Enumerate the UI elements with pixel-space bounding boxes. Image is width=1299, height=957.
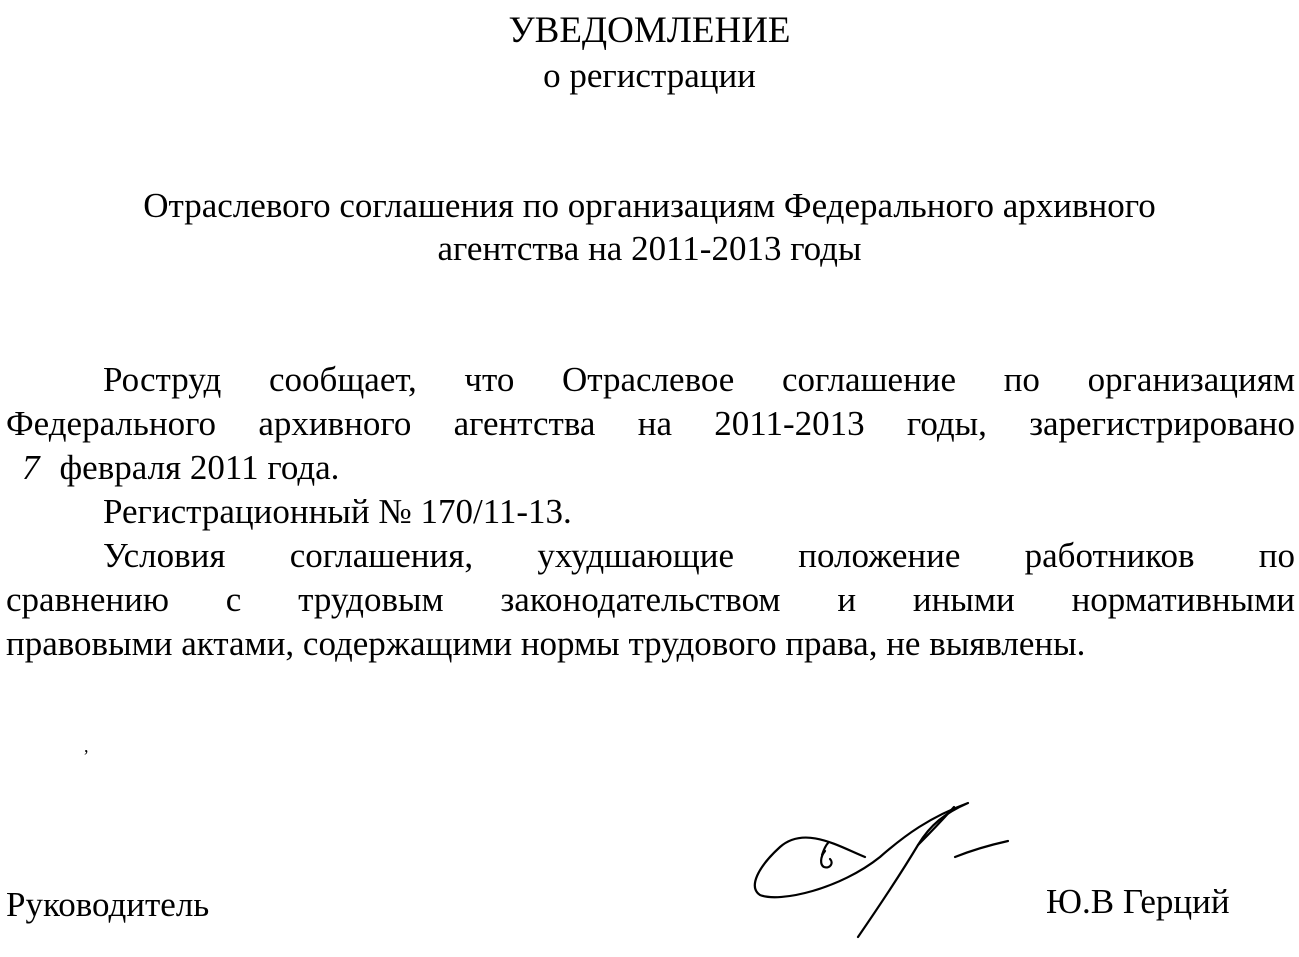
document-title: УВЕДОМЛЕНИЕ xyxy=(508,10,791,51)
paragraph-1-line-2: Федерального архивного агентства на 2011-2013 годы, зарегистрировано xyxy=(6,404,1295,443)
signatory-position: Руководитель xyxy=(6,885,210,924)
registration-day: 7 xyxy=(22,448,40,487)
signatory-name: Ю.В Герций xyxy=(1046,882,1230,921)
subject-line-1: Отраслевого соглашения по организациям Федерального архивного xyxy=(143,186,1156,225)
registration-number: Регистрационный № 170/11-13. xyxy=(103,492,572,531)
paragraph-1-line-1: Роструд сообщает, что Отраслевое соглашение по организациям xyxy=(103,360,1295,399)
paragraph-2-line-2: сравнению с трудовым законодательством и иными нормативными xyxy=(6,580,1295,619)
document-subtitle: о регистрации xyxy=(543,56,756,95)
registration-month-year: февраля 2011 года. xyxy=(59,448,340,487)
paragraph-2-line-3: правовыми актами, содержащими нормы трудового права, не выявлены. xyxy=(6,624,1086,663)
subject-line-2: агентства на 2011-2013 годы xyxy=(437,229,862,268)
paragraph-2-line-1: Условия соглашения, ухудшающие положение работников по xyxy=(103,536,1295,575)
handwritten-signature xyxy=(740,795,1020,945)
stray-mark: , xyxy=(84,736,89,756)
paragraph-1-line-3 xyxy=(22,448,339,488)
